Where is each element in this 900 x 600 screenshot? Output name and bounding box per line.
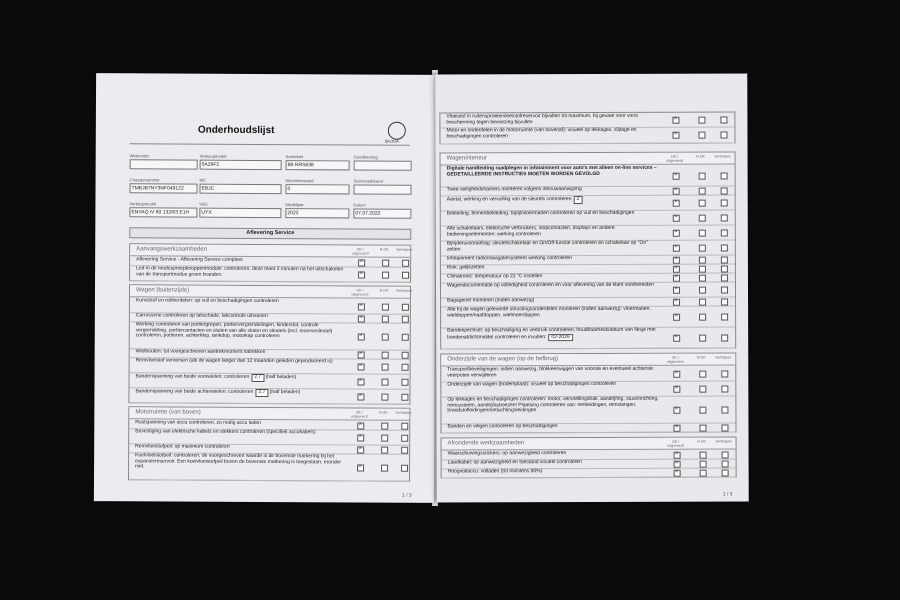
ok-checkbox[interactable] (357, 446, 364, 453)
row-text (136, 349, 348, 356)
checklist-row (441, 396, 735, 425)
verhelpen-checkbox[interactable] (720, 117, 727, 124)
field-label: Kilometerstand (285, 178, 314, 184)
field-box (129, 207, 197, 217)
ok-checkbox[interactable] (357, 434, 364, 441)
row-text (447, 241, 663, 253)
column-header: OK / uitgevoerd (351, 288, 369, 297)
field-value: 0 (287, 186, 291, 193)
field-value: UYX (201, 209, 212, 216)
checklist-row (130, 265, 410, 282)
column-header: N OK (379, 288, 389, 293)
ok-checkbox[interactable] (673, 244, 680, 251)
ok-checkbox[interactable] (673, 286, 680, 293)
field-box (129, 183, 197, 193)
row-label: Rustspanning van accu controleren, zo nodig accu laden (135, 419, 261, 426)
verhelpen-checkbox[interactable] (721, 187, 728, 194)
verhelpen-checkbox[interactable] (721, 370, 728, 377)
row-label: Wagendocumentatie op volledigheid controleren en voor aflevering van de klant voorbereiden (446, 281, 654, 289)
row-text (447, 298, 663, 304)
row-label: Wielbouten: tot voorgeschreven aantrekmoment natrekken (135, 348, 266, 356)
column-header: OK / uitgevoerd (667, 439, 684, 448)
header-bar (130, 119, 410, 145)
row-value-box[interactable]: 2,7 (255, 389, 268, 397)
row-text (448, 451, 664, 457)
field-box (285, 184, 349, 194)
nok-checkbox[interactable] (699, 172, 706, 179)
checklist-row (440, 127, 734, 145)
ok-checkbox[interactable] (358, 259, 365, 266)
nok-checkbox[interactable] (381, 393, 388, 400)
checklist-row (441, 423, 735, 434)
row-text (447, 187, 663, 193)
row-text (448, 460, 664, 466)
verhelpen-checkbox[interactable] (721, 274, 728, 281)
column-header: Verhelpen (396, 247, 413, 252)
checklist-row (441, 306, 735, 329)
verhelpen-checkbox[interactable] (401, 464, 408, 471)
row-text (136, 313, 348, 320)
column-header: OK / uitgevoerd (350, 410, 368, 419)
field-value: EBJC (201, 185, 215, 192)
verhelpen-checkbox[interactable] (722, 451, 729, 458)
field-box (353, 184, 411, 194)
field-box (199, 184, 281, 194)
ok-checkbox[interactable] (673, 406, 680, 413)
row-label: Bandenspanning van beide achterwielen: controleren (135, 388, 254, 395)
verhelpen-checkbox[interactable] (720, 132, 727, 139)
row-label: Carrosserie controleren op lakschade, lakcontrole uitvoeren (135, 312, 268, 320)
top-rows-box (439, 111, 735, 144)
verhelpen-checkbox[interactable] (721, 172, 728, 179)
ok-checkbox[interactable] (673, 214, 680, 221)
ok-checkbox[interactable] (673, 298, 680, 305)
field-value: 2022 (287, 210, 299, 217)
nok-checkbox[interactable] (381, 446, 388, 453)
field-label: Verkoopmodel (199, 153, 227, 159)
ok-checkbox[interactable] (673, 172, 680, 179)
nok-checkbox[interactable] (699, 214, 706, 221)
verhelpen-checkbox[interactable] (721, 385, 728, 392)
checklist-section (128, 406, 410, 481)
row-text (135, 420, 347, 427)
row-label: Climatronic: temperatuur op 22 °C instellen (446, 273, 543, 280)
row-text (447, 382, 663, 388)
nok-checkbox[interactable] (699, 187, 706, 194)
ok-checkbox[interactable] (357, 464, 364, 471)
row-text (447, 283, 663, 289)
nok-checkbox[interactable] (382, 333, 389, 340)
ok-checkbox[interactable] (674, 451, 681, 458)
row-text (447, 397, 663, 415)
column-header: N OK (696, 154, 705, 159)
row-text (136, 358, 348, 365)
ok-checkbox[interactable] (357, 393, 364, 400)
nok-checkbox[interactable] (699, 199, 706, 206)
row-text (447, 196, 663, 204)
row-label: Twee veiligheidshamers monteren volgens inbouwaanwijzing (446, 186, 582, 193)
row-label: Aantal, werking en vervulling van de sleutels controleren (446, 196, 572, 203)
nok-checkbox[interactable] (699, 286, 706, 293)
nok-checkbox[interactable] (699, 370, 706, 377)
column-header: OK / uitgevoerd (666, 154, 683, 163)
verhelpen-checkbox[interactable] (721, 406, 728, 413)
field-value: 5A29F2 (201, 161, 220, 168)
ok-checkbox[interactable] (358, 315, 365, 322)
nok-checkbox[interactable] (699, 385, 706, 392)
row-text (447, 328, 663, 342)
row-text (447, 211, 663, 217)
nok-checkbox[interactable] (698, 132, 705, 139)
nok-checkbox[interactable] (699, 256, 706, 263)
column-header: OK / uitgevoerd (666, 355, 684, 364)
service-title: Aflevering Service (129, 227, 411, 239)
verhelpen-checkbox[interactable] (722, 460, 729, 467)
column-header: OK / uitgevoerd (351, 247, 369, 256)
verhelpen-checkbox[interactable] (721, 229, 728, 236)
nok-checkbox[interactable] (699, 244, 706, 251)
row-label: Bagagenet monteren (indien aanwezig) (447, 297, 535, 304)
row-text (135, 453, 347, 471)
field-label: Chassisnummer (129, 177, 160, 183)
row-text (135, 444, 347, 451)
field-label: Verkoopmodel (129, 201, 157, 207)
row-label: Op lekkages en beschadigingen controleren: motor, versnellingsbak, aandrijfing, stuurinrichting, remsysteem, aandrijfasboezen! Plaatsing controleren van: remleidingen, remslangen, brandstofleidingen/ontluchtingsleidingen (447, 395, 659, 414)
nok-checkbox[interactable] (698, 117, 705, 124)
verhelpen-checkbox[interactable] (721, 244, 728, 251)
row-suffix: (half beladen) (268, 389, 301, 396)
nok-checkbox[interactable] (381, 464, 388, 471)
field-box (286, 160, 350, 170)
right-page (435, 73, 748, 502)
checklist-section (129, 243, 411, 282)
row-label: Banden en velgen controleren op beschadigingen (447, 423, 558, 430)
row-text (136, 266, 348, 278)
nok-checkbox[interactable] (699, 313, 706, 320)
row-text: Vloeistof in ruitensproeiervloeistofreservoir bijvullen tot maximum, bij gevaar voor vorst bescherming tegen bevriezing bijvullen (446, 112, 638, 126)
ok-checkbox[interactable] (673, 199, 680, 206)
verhelpen-checkbox[interactable] (401, 434, 408, 441)
row-text: Motor en onderdelen in de motorruimte (van bovenaf): visueel op lekkages, slijtage en beschadigingen controleren (446, 126, 637, 140)
verhelpen-checkbox[interactable] (402, 333, 409, 340)
nok-checkbox[interactable] (699, 274, 706, 281)
verhelpen-checkbox[interactable] (721, 199, 728, 206)
section-title: Afrondende werkzaamheden (447, 440, 525, 447)
ok-checkbox[interactable] (673, 229, 680, 236)
row-label: Transportbeveiligingen: indien aanwezig, blokkeerwiggen van voorste en eventueel achterste veerpoten verwijderen (447, 365, 654, 379)
ok-checkbox[interactable] (674, 460, 681, 467)
verhelpen-checkbox[interactable] (721, 256, 728, 263)
page-title: Onderhoudslijst (197, 124, 275, 137)
row-label: Led in de modusproepknoppenmodule: controleren, deze moet 2 minuten na het uitschakelen van de transportmodus groen branden. (136, 265, 344, 278)
row-text (447, 166, 663, 178)
column-header: N OK (378, 410, 388, 415)
row-label: Bekleding, binnenbekleding, tapijt/vloermatten controleren op vuil en beschadigingen (446, 209, 635, 217)
ok-checkbox[interactable] (673, 424, 680, 431)
field-box (354, 160, 412, 170)
verhelpen-checkbox[interactable] (721, 214, 728, 221)
checklist-section (128, 284, 411, 404)
row-suffix: (half beladen) (264, 373, 297, 381)
page-number-right: 1 / 3 (722, 491, 733, 498)
row-text (447, 424, 663, 430)
checklist-section (441, 436, 737, 478)
field-box (200, 160, 282, 170)
verhelpen-checkbox[interactable] (722, 469, 729, 476)
row-text (447, 265, 663, 271)
verhelpen-checkbox[interactable] (721, 424, 728, 431)
verhelpen-checkbox[interactable] (402, 271, 409, 278)
row-text (447, 367, 663, 379)
verhelpen-checkbox[interactable] (721, 313, 728, 320)
ok-checkbox[interactable] (672, 117, 679, 124)
ok-checkbox[interactable] (358, 333, 365, 340)
field-label: Serviceadviseur (353, 178, 384, 184)
nok-checkbox[interactable] (700, 451, 707, 458)
field-box (199, 208, 281, 218)
checklist-row (129, 452, 409, 481)
nok-checkbox[interactable] (381, 434, 388, 441)
row-text (136, 373, 348, 382)
column-header: N OK (696, 355, 706, 360)
ok-checkbox[interactable] (673, 256, 680, 263)
ok-checkbox[interactable] (672, 132, 679, 139)
checklist-row (441, 165, 735, 188)
ok-checkbox[interactable] (673, 274, 680, 281)
row-label: Alle bij de wagen geleverde uitrustingsonderdelen monteren (indien aanwezig): vloermatten, wieldoppen/naafdoppen, wielmoerdoppen (447, 305, 651, 319)
field-box (353, 208, 411, 218)
ok-checkbox[interactable] (673, 334, 680, 341)
logo-text: ŠKODA (384, 138, 399, 144)
field-box (285, 208, 349, 218)
row-value-box[interactable]: 02-2026 (548, 334, 572, 342)
section-title: Aanvangswerkzaamheden (136, 246, 207, 253)
row-label: Laadkabel: op aanwezigheid en toestand visueel controleren (447, 459, 582, 466)
verhelpen-checkbox[interactable] (402, 315, 409, 322)
row-text (136, 322, 348, 340)
ok-checkbox[interactable] (673, 187, 680, 194)
field-value: 07.07.2022 (355, 210, 381, 217)
nok-checkbox[interactable] (381, 422, 388, 429)
nok-checkbox[interactable] (699, 265, 706, 272)
ok-checkbox[interactable] (358, 351, 365, 358)
field-value: 88-NRS638 (287, 162, 314, 169)
nok-checkbox[interactable] (700, 460, 707, 467)
column-header: N OK (379, 247, 389, 252)
verhelpen-checkbox[interactable] (402, 303, 409, 310)
verhelpen-checkbox[interactable] (401, 393, 408, 400)
section-title: Motorruimte (van boven) (135, 409, 201, 416)
row-label: Infotainment radio/navigatiesysteem werking controleren (446, 255, 572, 262)
ok-checkbox[interactable] (357, 378, 364, 385)
row-label: Bandenpechset: op beschadiging en verbruik controleren; houdbaarheidsdatum van flesje met bandenafdichtmiddel controleren en invullen: (447, 326, 656, 341)
verhelpen-checkbox[interactable] (402, 259, 409, 266)
nok-checkbox[interactable] (699, 406, 706, 413)
page-number: 1 / 3 (401, 492, 412, 499)
ok-checkbox[interactable] (673, 265, 680, 272)
skoda-logo-icon (388, 122, 406, 140)
ok-checkbox[interactable] (673, 385, 680, 392)
section-title: Wagen (buitenzijde) (135, 287, 190, 294)
field-label: Kenteken (285, 154, 304, 160)
nok-checkbox[interactable] (382, 315, 389, 322)
verhelpen-checkbox[interactable] (402, 363, 409, 370)
section-title: Onderzijde van de wagen (op de hefbrug) (447, 356, 559, 363)
nok-checkbox[interactable] (699, 424, 706, 431)
checklist-section (440, 352, 736, 433)
verhelpen-checkbox[interactable] (721, 265, 728, 272)
ok-checkbox[interactable] (673, 370, 680, 377)
checklist-section (440, 151, 737, 349)
row-label: Remvloeistofpeil: op maximum controleren (135, 443, 230, 450)
nok-checkbox[interactable] (382, 303, 389, 310)
verhelpen-checkbox[interactable] (401, 422, 408, 429)
nok-checkbox[interactable] (700, 469, 707, 476)
field-label: Goedkeuring (353, 154, 378, 160)
row-label: Remvloeistof verversen (als de wagen langer dan 12 maanden geleden geproduceerd is) (135, 357, 333, 365)
row-label: Kunststof en rubberdelen: op vuil en beschadigingen controleren (135, 297, 279, 305)
verhelpen-checkbox[interactable] (721, 298, 728, 305)
checklist-row (442, 467, 736, 478)
verhelpen-checkbox[interactable] (401, 378, 408, 385)
column-header: N OK (697, 439, 706, 444)
row-text (447, 274, 663, 280)
verhelpen-checkbox[interactable] (401, 446, 408, 453)
section-header (442, 437, 736, 450)
row-text (135, 429, 347, 436)
ok-checkbox[interactable] (674, 469, 681, 476)
row-label: Koelvloeistofpeil: controleren; de voorgeschreven waarde is de bovenste markering bij het expansiereservoir. Een koelvloeistofpeil boven de bovenste markering is toegestaan, eronder niet. (135, 452, 342, 470)
ok-checkbox[interactable] (358, 271, 365, 278)
ok-checkbox[interactable] (673, 313, 680, 320)
left-page (94, 73, 436, 503)
column-header: Verhelpen (395, 410, 412, 415)
row-text (447, 256, 663, 262)
field-label: Werkorder (129, 153, 150, 159)
field-label: MC (199, 177, 207, 183)
row-text (136, 257, 348, 264)
nok-checkbox[interactable] (381, 378, 388, 385)
nok-checkbox[interactable] (382, 259, 389, 266)
row-label: Digitale handleiding raadplegen in infotainment voor auto's met alleen on-line services – GEDETAILLEERDE INSTRUCTIES MOETEN WORDEN GEVOLGD (446, 164, 657, 178)
row-value-box[interactable]: 2,7 (251, 374, 264, 382)
row-label: Waarschuwingsstickers: op aanwezigheid controleren (447, 450, 567, 457)
row-label: Alle schakelaars, elektrische verbruikers, stopcontacten, displays en andere bedieningselementen: werking controleren (446, 224, 615, 238)
row-label: Bijrijdersvoorairbag: sleutelschakelaar en On/Off-functie controleren en schakelaar op "On" zetten (446, 239, 648, 253)
row-label: Bandenspanning van beide voorwielen: controleren (135, 373, 250, 380)
verhelpen-checkbox[interactable] (402, 351, 409, 358)
section-title: Wageninterieur (446, 155, 488, 162)
column-header: Verhelpen (714, 154, 731, 159)
field-value: ENYAQ iV 60 132/63 E1H (131, 209, 190, 216)
ok-checkbox[interactable] (358, 363, 365, 370)
right-top-rows (435, 73, 747, 140)
row-text (448, 469, 664, 475)
verhelpen-checkbox[interactable] (721, 286, 728, 293)
row-label: Onderzijde van wagen (bodemplaat): visueel op beschadigingen controleren (447, 380, 617, 388)
row-text (135, 388, 347, 397)
column-header: Verhelpen (715, 355, 732, 360)
nok-checkbox[interactable] (382, 351, 389, 358)
row-label: Hoogvoltaccu: volladen (tot minstens 80%) (447, 468, 543, 475)
row-text (447, 226, 663, 238)
nok-checkbox[interactable] (382, 271, 389, 278)
field-value: TMBJB7NY3NF049122 (131, 185, 184, 192)
row-label: Aflevering Service - Aflevering Service compleet (136, 256, 243, 263)
nok-checkbox[interactable] (699, 334, 706, 341)
row-text (447, 307, 663, 319)
row-label: Bevestiging van elektrische kabels en stekkers controleren (specifiek accukabels) (135, 428, 316, 436)
field-label: Modeljaar (285, 202, 304, 208)
ok-checkbox[interactable] (358, 303, 365, 310)
verhelpen-checkbox[interactable] (721, 334, 728, 341)
row-text (136, 298, 348, 305)
section-header (441, 354, 735, 367)
nok-checkbox[interactable] (699, 298, 706, 305)
column-header: Verhelpen (715, 439, 732, 444)
field-label: Datum (353, 202, 366, 208)
row-label: Werking controleren van portiergrepen, portiervergrendelingen, kinderslot, controle vergrendeling, portiercontacten en sluiten van alle sloten en sleutels (incl. reservesleutel) controleren, portieren, achterklep, tankdop, motorkap controleren (135, 321, 333, 340)
checklist-row (129, 387, 409, 404)
column-header: Verhelpen (395, 288, 413, 293)
field-label: VBC (199, 201, 209, 207)
nok-checkbox[interactable] (699, 229, 706, 236)
row-value-box[interactable]: 2 (573, 196, 582, 204)
ok-checkbox[interactable] (357, 422, 364, 429)
row-label: Klok: gelijkzetten (446, 264, 485, 271)
nok-checkbox[interactable] (382, 363, 389, 370)
checklist-row (130, 321, 410, 350)
field-box (130, 159, 198, 169)
checklist-row (441, 327, 735, 350)
section-header (441, 153, 735, 166)
